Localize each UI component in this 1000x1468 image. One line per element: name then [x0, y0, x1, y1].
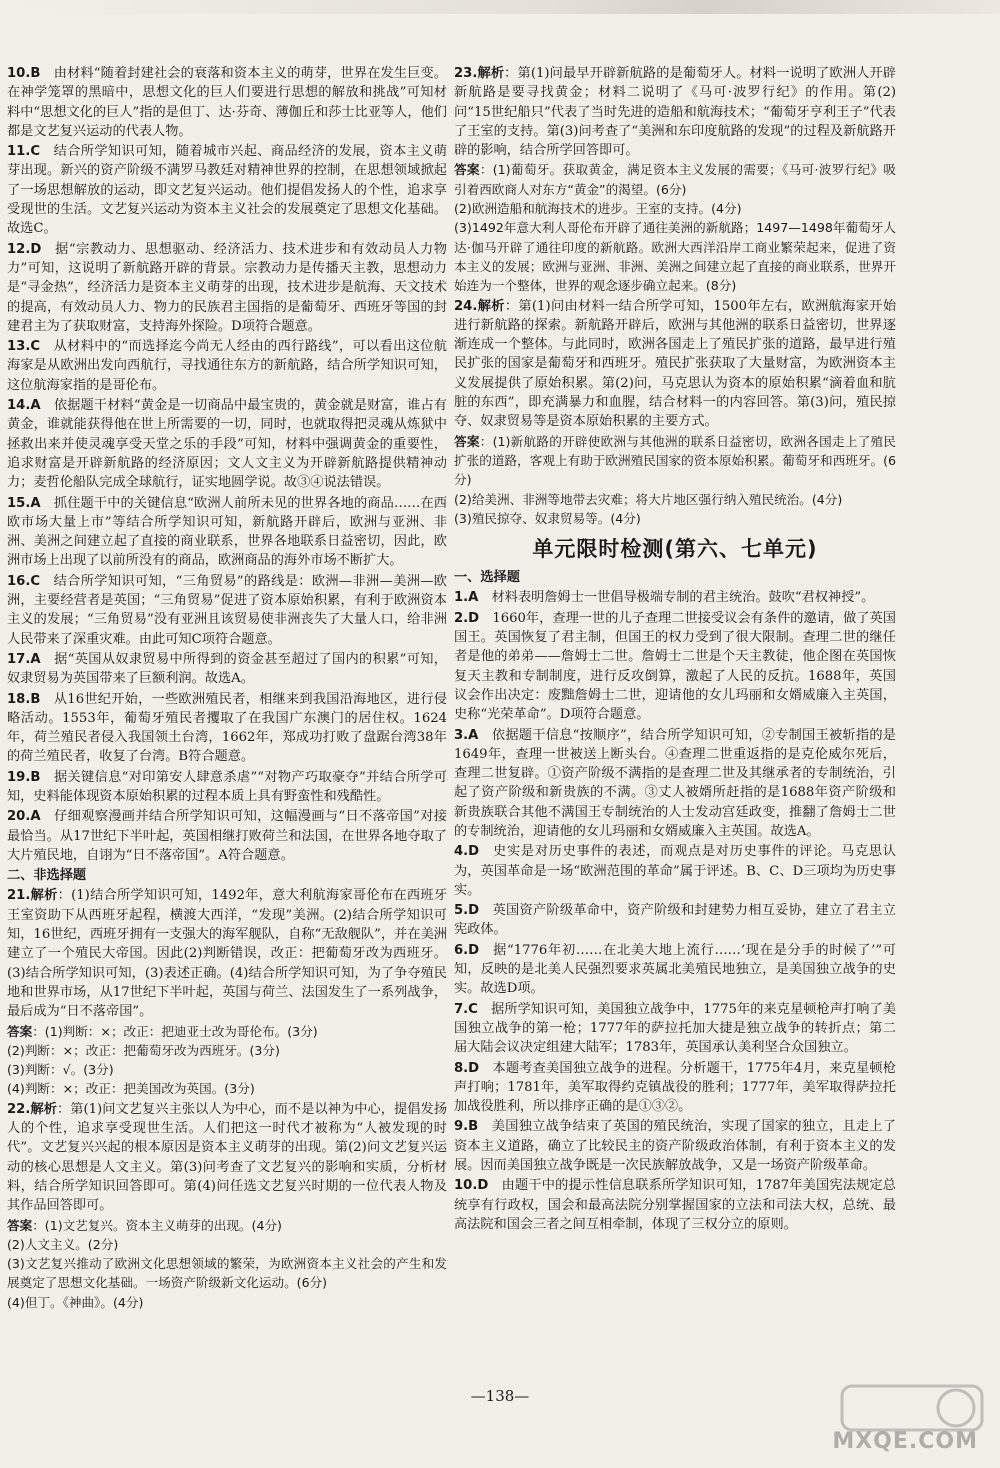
item-number: 20.A	[7, 809, 41, 825]
analysis-text: ：(1)结合所学知识可知，1492年，意大利航海家哥伦布在西班牙王室资助下从西班牙起程，横渡大西洋，“发现”美洲。(2)结合所学知识可知，16世纪，西班牙拥有一支强大的海军舰队，自称“无敌舰队”，并在美洲建立了一个殖民大帝国。因此(2)判断错误，改正：把葡萄牙改为西班牙。(3)结合所学知识可知，(3)表述正确。(4)结合所学知识可知，为了争夺殖民地和世界市场，从17世纪下半叶起，英国与荷兰、法国发生了一系列战争，最后成为“日不落帝国”。	[7, 888, 448, 1020]
item-text: 据所学知识可知，美国独立战争中，1775年的来克星顿枪声打响了美国独立战争的第一枪；1777年的萨拉托加大捷是独立战争的转折点；第二届大陆会议决定组建大陆军；1783年，英国承认美利坚合众国独立。	[454, 1001, 896, 1056]
choice-heading: 一、选择题	[454, 570, 520, 586]
item-number: 5.D	[454, 903, 480, 919]
item-text: 材料表明詹姆士一世倡导极端专制的君主统治。鼓吹“君权神授”。	[491, 590, 875, 606]
item-number: 12.D	[7, 241, 42, 257]
item-number: 1.A	[454, 590, 479, 606]
answer-line: (2)判断：×；改正：把葡萄牙改为西班牙。(3分)	[7, 1042, 280, 1058]
item-number: 16.C	[7, 573, 41, 589]
answer-line: ：(1)判断：×；改正：把迪亚士改为哥伦布。(3分)	[32, 1023, 318, 1039]
answer-line: (4)但丁。《神曲》。(4分)	[7, 1294, 144, 1310]
answer-line: (3)判断：√。(3分)	[7, 1062, 114, 1078]
left-column	[7, 64, 447, 1313]
answer-item-u7	[454, 1000, 896, 1058]
answer-line: ：(1)文艺复兴。资本主义萌芽的出现。(4分)	[32, 1217, 282, 1233]
analysis-text: ：第(1)问最早开辟新航路的是葡萄牙人。材料一说明了欧洲人开辟新航路是要寻找黄金；材料二说明了《马可·波罗行纪》的作用。第(2)问“15世纪船只”代表了当时先进的造船和航海技术；“葡萄牙亨利王子”代表了王室的支持。第(3)问考查了“美洲和东印度航路的发现”的过程及新航路开辟的影响，结合所学回答即可。	[454, 66, 896, 159]
item-text: 据“宗教动力、思想驱动、经济活力、技术进步和有效动员人力物力”可知，这说明了新航路开辟的背景。宗教动力是传播天主教，思想动力是“寻金热”，经济活力是资本主义萌芽的出现，技术进步是航海、天文技术的提高，有效动员人力、物力的民族君主国指的是葡萄牙、西班牙等国的封建君主为了获取财富，支持海外探险。D项符合题意。	[7, 241, 447, 334]
answer-item-q13	[7, 337, 447, 395]
item-number: 3.A	[454, 727, 479, 743]
item-text: 本题考查美国独立战争的进程。分析题干，1775年4月，来克星顿枪声打响；1781年，美军取得约克镇战役的胜利；1777年，美军取得萨拉托加战役胜利，所以排序正确的是①③②。	[454, 1060, 896, 1115]
item-number: 10.D	[454, 1178, 489, 1194]
item-number: 8.D	[454, 1060, 480, 1076]
answer-item-u5	[454, 901, 896, 940]
watermark-logo	[832, 1378, 986, 1458]
item-text: 从16世纪开始，一些欧洲殖民者，相继来到我国沿海地区，进行侵略活动。1553年，葡萄牙殖民者攫取了在我国广东澳门的居住权。1624年，荷兰殖民者侵入我国领土台湾，1662年，郑成功打败了盘踞台湾38年的荷兰殖民者，收复了台湾。B符合题意。	[7, 691, 447, 765]
answer-line: (2)欧洲造船和航海技术的进步。王室的支持。(4分)	[454, 201, 742, 217]
scan-top-edge	[0, 0, 1000, 14]
item-text: 依据题干材料“黄金是一切商品中最宝贵的，黄金就是财富，谁占有黄金，谁就能获得他在世上所需要的一切，同时，也就取得把灵魂从炼狱中拯救出来并使灵魂享受天堂之乐的手段”可知，材料中强调黄金的重要性，追求财富是开辟新航路的经济原因；文人文主义为开辟新航路提供精神动力；麦哲伦船队完成全球航行，证实地圆学说。故③④说法错误。	[7, 398, 447, 491]
nonchoice-heading: 二、非选择题	[7, 868, 87, 884]
item-text: 史实是对历史事件的表述，而观点是对历史事件的评论。马克思认为，英国革命是一场“欧洲范围的革命”属于评述。B、C、D三项均为历史事实。	[454, 844, 896, 898]
item-number: 10.B	[7, 66, 41, 81]
answer-item-q18	[7, 690, 447, 767]
item-text: 1660年，查理一世的儿子查理二世接受议会有条件的邀请，做了英国国王。英国恢复了君主制，但国王的权力受到了很大限制。查理二世的继任者是他的弟弟——詹姆士二世。詹姆士二世是个天主教徒，他企图在英国恢复天主教和专制制度，进行反攻倒算，激起了人民的反抗。1688年，英国议会作出决定：废黜詹姆士二世，迎请他的女儿玛丽和女婿威廉入主英国，史称“光荣革命”。D项符合题意。	[454, 610, 896, 723]
item-text: 仔细观察漫画并结合所学知识可知，这幅漫画与“日不落帝国”对接最恰当。从17世纪下半叶起，英国相继打败荷兰和法国，在世界各地夺取了大片殖民地，自诩为“日不落帝国”。A符合题意。	[7, 809, 447, 863]
answer-line: (4)判断：×；改正：把美国改为英国。(3分)	[7, 1081, 255, 1097]
answer-label: 答案	[7, 1023, 33, 1039]
analysis-label: 解析	[477, 66, 505, 81]
answer-label: 答案	[454, 433, 480, 449]
answer-item-q16	[7, 572, 447, 649]
item-text: 抓住题干中的关键信息“欧洲人前所未见的世界各地的商品……在西欧市场大量上市”等结合所学知识可知，新航路开辟后，欧洲与亚洲、非洲、美洲之间建立起了直接的商业联系，世界各地联系日益密切，因此，欧洲市场上出现了以前所没有的商品，欧洲商品的海外市场不断扩大。	[7, 495, 447, 569]
answer-label: 答案	[7, 1217, 33, 1233]
unit-test-title: 单元限时检测(第六、七单元)	[532, 537, 818, 562]
question-24	[454, 297, 896, 529]
question-number: 23.	[454, 66, 478, 81]
analysis-text: ：第(1)问由材料一结合所学可知，1500年左右，欧洲航海家开始进行新航路的探索。新航路开辟后，欧洲与其他洲的联系日益密切，世界逐渐连成一个整体。与此同时，欧洲各国走上了殖民扩张的道路，最早进行殖民扩张的国家是葡萄牙和西班牙。殖民扩张获取了大量财富，为欧洲资本主义发展提供了原始积累。第(2)问，马克思认为资本的原始积累“滴着血和肮脏的东西”，即充满暴力和血腥，结合材料一的内容回答。第(3)问，殖民掠夺、奴隶贸易等是资本原始积累的主要方式。	[454, 298, 897, 430]
item-number: 2.D	[454, 610, 480, 626]
answer-line: (2)给美洲、非洲等地带去灾难；将大片地区强行纳入殖民统治。(4分)	[454, 491, 843, 507]
answer-label: 答案	[454, 162, 480, 178]
answer-item-u10	[454, 1176, 896, 1234]
item-number: 9.B	[454, 1119, 479, 1135]
answer-item-u8	[454, 1059, 896, 1117]
item-text: 依据题干信息“按顺序”，结合所学知识可知，②专制国王被斩指的是1649年，查理一世被送上断头台。④查理二世重返指的是克伦威尔死后，查理二世复辟。①资产阶级不满指的是查理二世及其继承者的专制统治，引起了资产阶级和新贵族的不满。③丈人被婿所赶指的是1688年资产阶级和新贵族联合其他不满国王专制统治的人士发动宫廷政变，推翻了詹姆士二世的专制统治，迎请他的女儿玛丽和女婿威廉入主英国。故选A。	[454, 727, 896, 839]
answer-item-q12	[7, 240, 447, 336]
answer-item-u6	[454, 941, 896, 999]
item-text: 据“英国从奴隶贸易中所得到的资金甚至超过了国内的积累”可知，奴隶贸易为英国带来了巨额利润。故选A。	[7, 651, 447, 687]
item-number: 18.B	[7, 691, 41, 707]
item-number: 6.D	[454, 942, 480, 958]
item-text: 由题干中的提示性信息联系所学知识可知，1787年美国宪法规定总统享有行政权，国会和最高法院分别掌握国家的立法和司法大权，总统、最高法院和国会三者之间互相牵制，体现了三权分立的原则。	[454, 1178, 896, 1232]
item-number: 19.B	[7, 769, 41, 785]
item-text: 由材料“随着封建社会的衰落和资本主义的萌芽，世界在发生巨变。在神学笼罩的黑暗中，思想文化的巨人们要进行思想的解放和挑战”可知材料中“思想文化的巨人”指的是但丁、达·芬奇、薄伽丘和莎士比亚等人，他们都是文艺复兴运动的代表人物。	[7, 66, 447, 139]
answer-item-q15	[7, 494, 447, 571]
question-number: 24.	[454, 298, 478, 314]
question-number: 22.	[7, 1101, 31, 1117]
item-text: 结合所学知识可知，随着城市兴起、商品经济的发展，资本主义萌芽出现。新兴的资产阶级不满罗马教廷对精神世界的控制，在思想领域掀起了一场思想解放的运动，即文艺复兴运动。他们提倡发扬人的个性，追求享受现世的生活。文艺复兴运动为资本主义社会的发展奠定了思想文化基础。故选C。	[7, 144, 447, 237]
analysis-label: 解析	[30, 1101, 57, 1117]
item-number: 7.C	[454, 1001, 478, 1017]
answer-item-u4	[454, 842, 896, 900]
right-column	[454, 64, 896, 1235]
question-21	[7, 886, 447, 1098]
answer-item-q10	[7, 64, 447, 141]
item-text: 结合所学知识可知，“三角贸易”的路线是：欧洲—非洲—美洲—欧洲，主要经营者是英国；“三角贸易”促进了资本原始积累，有利于欧洲资本主义的发展；“三角贸易”没有亚洲且该贸易使非洲丧失了大量人口，给非洲人民带来了深重灾难。由此可知C项符合题意。	[7, 573, 447, 647]
answer-item-q20	[7, 807, 447, 865]
answer-line: (3)1492年意大利人哥伦布开辟了通往美洲的新航路；1497—1498年葡萄牙人达·伽马开辟了通往印度的新航路。欧洲大西洋沿岸工商业繁荣起来，促进了资本主义的发展；欧洲与亚洲、非洲、美洲之间建立起了直接的商业联系，世界开始连为一个整体，世界的观念逐步确立起来。(8分)	[454, 220, 896, 294]
item-text: 据关键信息“对印第安人肆意杀虐”“对物产巧取豪夺”并结合所学可知，史料能体现资本原始积累的过程本质上具有野蛮性和残酷性。	[7, 769, 447, 804]
answer-item-u9	[454, 1117, 896, 1175]
answer-line: ：(1)葡萄牙。获取黄金，满足资本主义发展的需要；《马可·波罗行纪》吸引着西欧商人对东方“黄金”的渴望。(6分)	[454, 162, 896, 197]
analysis-label: 解析	[30, 888, 58, 904]
item-number: 14.A	[7, 398, 41, 414]
item-number: 15.A	[7, 495, 41, 511]
question-22	[7, 1100, 447, 1312]
item-number: 13.C	[7, 339, 41, 355]
item-text: 从材料中的“而选择迄今尚无人经由的西行路线”，可以看出这位航海家是从欧洲出发向西航行，寻找通往东方的新航路，结合所学知识可知，这位航海家指的是哥伦布。	[7, 339, 447, 393]
answer-line: (2)人文主义。(2分)	[7, 1236, 119, 1252]
answer-item-u2	[454, 609, 896, 725]
watermark-text: MXQE.COM	[832, 1429, 978, 1454]
question-23	[454, 64, 896, 296]
answer-item-q19	[7, 768, 447, 807]
item-text: 美国独立战争结束了英国的殖民统治，实现了国家的独立，且走上了资本主义道路，确立了比较民主的资产阶级政治体制，有利于资本主义的发展。因而美国独立战争既是一次民族解放战争，又是一场资产阶级革命。	[454, 1119, 896, 1174]
analysis-text: ：第(1)问文艺复兴主张以人为中心，而不是以神为中心，提倡发扬人的个性，追求享受现世生活。人们把这一时代才被称为“人被发现的时代”。文艺复兴兴起的根本原因是资本主义萌芽的出现。第(2)问文艺复兴运动的核心思想是人文主义。第(3)问考查了文艺复兴的影响和实质，分析材料，结合所学知识回答即可。第(4)问任选文艺复兴时期的一位代表人物及其作品回答即可。	[7, 1101, 448, 1214]
answer-line: ：(1)新航路的开辟使欧洲与其他洲的联系日益密切，欧洲各国走上了殖民扩张的道路，客观上有助于欧洲殖民国家的资本原始积累。葡萄牙和西班牙。(6分)	[454, 433, 897, 488]
answer-item-q17	[7, 650, 447, 689]
question-number: 21.	[7, 888, 31, 904]
answer-line: (3)文艺复兴推动了欧洲文化思想领域的繁荣，为欧洲资本主义社会的产生和发展奠定了思想文化基础。一场资产阶级新文化运动。(6分)	[7, 1256, 447, 1291]
analysis-label: 解析	[477, 298, 505, 314]
item-text: 英国资产阶级革命中，资产阶级和封建势力相互妥协，建立了君主立宪政体。	[454, 903, 896, 938]
item-number: 17.A	[7, 651, 41, 667]
answer-item-u1	[454, 588, 896, 607]
item-number: 11.C	[7, 144, 41, 160]
answer-line: (3)殖民掠夺、奴隶贸易等。(4分)	[454, 510, 641, 526]
answer-item-q11	[7, 142, 447, 238]
answer-item-q14	[7, 396, 447, 492]
answer-item-u3	[454, 726, 896, 842]
item-text: 据“1776年初……在北美大地上流行……‘现在是分手的时候了’”可知，反映的是北美人民强烈要求英属北美殖民地独立，是美国独立战争的史实。故选D项。	[454, 942, 896, 997]
item-number: 4.D	[454, 844, 480, 860]
page-number: —138—	[470, 1387, 530, 1405]
